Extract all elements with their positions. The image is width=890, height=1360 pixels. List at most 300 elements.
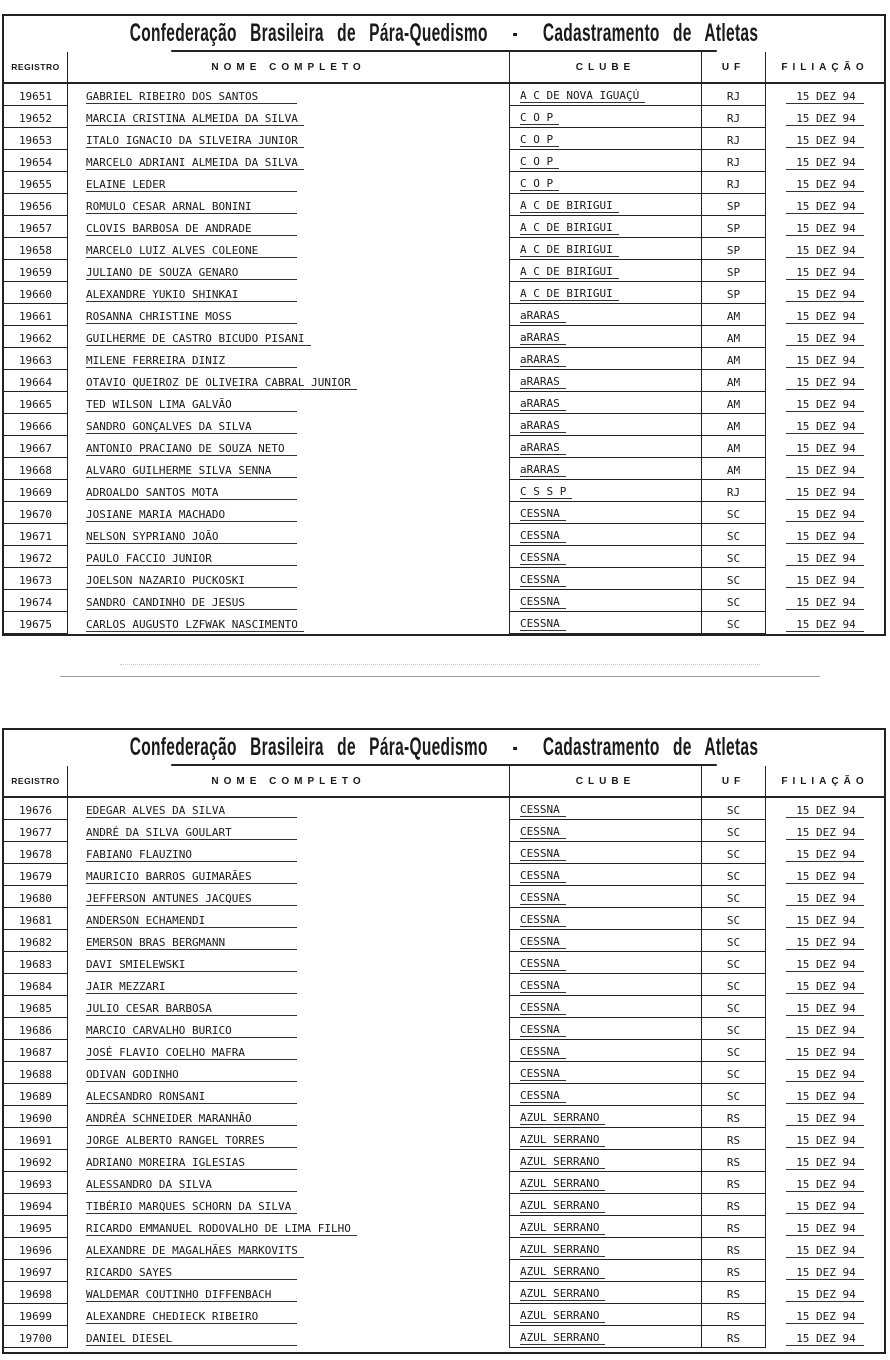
filiacao-cell: [766, 1326, 884, 1348]
nome-cell: [68, 128, 510, 150]
nome-cell-text: RICARDO SAYES: [86, 1266, 297, 1280]
nome-cell: [68, 842, 510, 864]
clube-cell-text: CESSNA: [520, 979, 566, 993]
header-uf: UF: [702, 766, 766, 796]
clube-cell-text: aRARAS: [520, 397, 566, 411]
registro-cell: 19686: [4, 1018, 68, 1040]
clube-cell: [510, 238, 702, 260]
filiacao-cell-text: 15 DEZ 94: [786, 1288, 864, 1302]
filiacao-cell: [766, 612, 884, 634]
filiacao-cell-text: 15 DEZ 94: [786, 244, 864, 258]
registro-cell: 19661: [4, 304, 68, 326]
nome-cell: [68, 1062, 510, 1084]
filiacao-cell: [766, 1018, 884, 1040]
nome-cell: [68, 150, 510, 172]
nome-cell: [68, 546, 510, 568]
clube-cell-text: A C DE BIRIGUI: [520, 199, 619, 213]
nome-cell: [68, 194, 510, 216]
uf-cell: SC: [702, 798, 766, 820]
nome-cell: [68, 930, 510, 952]
registro-cell: 19695: [4, 1216, 68, 1238]
clube-cell: [510, 1238, 702, 1260]
filiacao-cell-text: 15 DEZ 94: [786, 1002, 864, 1016]
table-row: [4, 370, 884, 392]
nome-cell-text: MARCELO LUIZ ALVES COLEONE: [86, 244, 297, 258]
registro-cell: 19662: [4, 326, 68, 348]
table-row: [4, 1018, 884, 1040]
clube-cell: [510, 842, 702, 864]
uf-cell: RJ: [702, 128, 766, 150]
clube-cell: [510, 1084, 702, 1106]
header-filiacao: FILIAÇÃO: [781, 775, 869, 787]
filiacao-cell-text: 15 DEZ 94: [786, 1134, 864, 1148]
nome-cell: [68, 820, 510, 842]
nome-cell-text: ALEXANDRE YUKIO SHINKAI: [86, 288, 297, 302]
filiacao-cell-text: 15 DEZ 94: [786, 530, 864, 544]
clube-cell: [510, 1106, 702, 1128]
nome-cell-text: JEFFERSON ANTUNES JACQUES: [86, 892, 297, 906]
registro-cell: 19652: [4, 106, 68, 128]
registro-cell: 19675: [4, 612, 68, 634]
table-row: [4, 1106, 884, 1128]
uf-cell: AM: [702, 370, 766, 392]
nome-cell-text: ELAINE LEDER: [86, 178, 297, 192]
filiacao-cell: [766, 502, 884, 524]
registro-cell: 19670: [4, 502, 68, 524]
nome-cell: [68, 1326, 510, 1348]
nome-cell-text: ALEXANDRE CHEDIECK RIBEIRO: [86, 1310, 297, 1324]
filiacao-cell: [766, 568, 884, 590]
nome-cell: [68, 502, 510, 524]
nome-cell-text: ALVARO GUILHERME SILVA SENNA: [86, 464, 297, 478]
clube-cell: [510, 84, 702, 106]
header-clube: CLUBE: [510, 52, 702, 82]
nome-cell: [68, 370, 510, 392]
nome-cell-text: DAVI SMIELEWSKI: [86, 958, 297, 972]
nome-cell: [68, 84, 510, 106]
filiacao-cell-text: 15 DEZ 94: [786, 354, 864, 368]
registro-cell: 19668: [4, 458, 68, 480]
uf-cell: RJ: [702, 172, 766, 194]
filiacao-cell: [766, 436, 884, 458]
filiacao-cell: [766, 1260, 884, 1282]
uf-cell: RS: [702, 1282, 766, 1304]
clube-cell-text: CESSNA: [520, 1045, 566, 1059]
clube-cell-text: AZUL SERRANO: [520, 1177, 605, 1191]
title-subject: Cadastramento de Atletas: [542, 732, 759, 761]
clube-cell-text: aRARAS: [520, 331, 566, 345]
clube-cell-text: CESSNA: [520, 847, 566, 861]
clube-cell: [510, 326, 702, 348]
filiacao-cell: [766, 842, 884, 864]
filiacao-cell: [766, 304, 884, 326]
uf-cell: SC: [702, 1040, 766, 1062]
filiacao-cell-text: 15 DEZ 94: [786, 1222, 864, 1236]
table-row: [4, 1172, 884, 1194]
uf-cell: AM: [702, 436, 766, 458]
registro-cell: 19665: [4, 392, 68, 414]
clube-cell-text: CESSNA: [520, 573, 566, 587]
clube-cell-text: CESSNA: [520, 1067, 566, 1081]
title-separator: -: [512, 18, 519, 47]
clube-cell-text: CESSNA: [520, 617, 566, 631]
nome-cell: [68, 1084, 510, 1106]
table-row: [4, 568, 884, 590]
clube-cell-text: A C DE NOVA IGUAÇÚ: [520, 89, 645, 103]
uf-cell: SC: [702, 952, 766, 974]
nome-cell-text: ANTONIO PRACIANO DE SOUZA NETO: [86, 442, 297, 456]
clube-cell: [510, 952, 702, 974]
table-row: [4, 864, 884, 886]
nome-cell: [68, 1172, 510, 1194]
uf-cell: RS: [702, 1216, 766, 1238]
clube-cell: [510, 1172, 702, 1194]
table-row: [4, 1282, 884, 1304]
nome-cell: [68, 590, 510, 612]
registro-cell: 19700: [4, 1326, 68, 1348]
clube-cell: [510, 886, 702, 908]
table-row: [4, 1040, 884, 1062]
registro-cell: 19658: [4, 238, 68, 260]
table-row: [4, 414, 884, 436]
table-row: [4, 106, 884, 128]
uf-cell: SC: [702, 996, 766, 1018]
clube-cell: [510, 106, 702, 128]
nome-cell-text: ANDRÉ DA SILVA GOULART: [86, 826, 297, 840]
filiacao-cell-text: 15 DEZ 94: [786, 1178, 864, 1192]
clube-cell-text: CESSNA: [520, 957, 566, 971]
nome-cell-text: ALEXANDRE DE MAGALHÃES MARKOVITS: [86, 1244, 304, 1258]
nome-cell-text: OTAVIO QUEIROZ DE OLIVEIRA CABRAL JUNIOR: [86, 376, 357, 390]
clube-cell-text: CESSNA: [520, 507, 566, 521]
uf-cell: SC: [702, 842, 766, 864]
uf-cell: RS: [702, 1128, 766, 1150]
registro-cell: 19671: [4, 524, 68, 546]
filiacao-cell-text: 15 DEZ 94: [786, 398, 864, 412]
registro-cell: 19699: [4, 1304, 68, 1326]
clube-cell: [510, 524, 702, 546]
registro-cell: 19654: [4, 150, 68, 172]
uf-cell: RS: [702, 1172, 766, 1194]
uf-cell: SC: [702, 864, 766, 886]
registro-cell: 19676: [4, 798, 68, 820]
filiacao-cell-text: 15 DEZ 94: [786, 826, 864, 840]
filiacao-cell: [766, 930, 884, 952]
filiacao-cell: [766, 864, 884, 886]
table-row: [4, 1216, 884, 1238]
table-row: [4, 502, 884, 524]
filiacao-cell: [766, 1084, 884, 1106]
uf-cell: RS: [702, 1326, 766, 1348]
filiacao-cell: [766, 326, 884, 348]
nome-cell-text: ALECSANDRO RONSANI: [86, 1090, 297, 1104]
clube-cell: [510, 194, 702, 216]
filiacao-cell: [766, 996, 884, 1018]
filiacao-cell: [766, 106, 884, 128]
nome-cell: [68, 1018, 510, 1040]
clube-cell-text: C O P: [520, 111, 559, 125]
table-row: [4, 348, 884, 370]
uf-cell: SC: [702, 820, 766, 842]
filiacao-cell-text: 15 DEZ 94: [786, 574, 864, 588]
clube-cell: [510, 458, 702, 480]
title-org: Confederação Brasileira de Pára-Quedismo: [129, 732, 488, 761]
filiacao-cell: [766, 194, 884, 216]
filiacao-cell: [766, 1062, 884, 1084]
sheet-title: [129, 730, 759, 766]
registro-cell: 19653: [4, 128, 68, 150]
filiacao-cell-text: 15 DEZ 94: [786, 870, 864, 884]
clube-cell-text: AZUL SERRANO: [520, 1265, 605, 1279]
registro-cell: 19678: [4, 842, 68, 864]
filiacao-cell-text: 15 DEZ 94: [786, 376, 864, 390]
nome-cell-text: DANIEL DIESEL: [86, 1332, 297, 1346]
clube-cell: [510, 590, 702, 612]
registro-cell: 19684: [4, 974, 68, 996]
registro-cell: 19659: [4, 260, 68, 282]
clube-cell-text: aRARAS: [520, 419, 566, 433]
uf-cell: AM: [702, 392, 766, 414]
clube-cell-text: AZUL SERRANO: [520, 1111, 605, 1125]
nome-cell: [68, 1040, 510, 1062]
uf-cell: RS: [702, 1150, 766, 1172]
nome-cell-text: SANDRO CANDINHO DE JESUS: [86, 596, 297, 610]
uf-cell: SC: [702, 908, 766, 930]
clube-cell-text: A C DE BIRIGUI: [520, 221, 619, 235]
clube-cell-text: CESSNA: [520, 935, 566, 949]
uf-cell: SC: [702, 886, 766, 908]
registro-cell: 19685: [4, 996, 68, 1018]
clube-cell: [510, 370, 702, 392]
page-divider: [60, 676, 820, 677]
nome-cell-text: RICARDO EMMANUEL RODOVALHO DE LIMA FILHO: [86, 1222, 357, 1236]
nome-cell-text: JORGE ALBERTO RANGEL TORRES: [86, 1134, 297, 1148]
clube-cell: [510, 798, 702, 820]
clube-cell: [510, 996, 702, 1018]
filiacao-cell-text: 15 DEZ 94: [786, 1090, 864, 1104]
filiacao-cell-text: 15 DEZ 94: [786, 200, 864, 214]
registro-cell: 19687: [4, 1040, 68, 1062]
filiacao-cell: [766, 820, 884, 842]
filiacao-cell-text: 15 DEZ 94: [786, 156, 864, 170]
nome-cell: [68, 480, 510, 502]
header-nome: NOME COMPLETO: [68, 766, 510, 796]
filiacao-cell: [766, 908, 884, 930]
clube-cell: [510, 1062, 702, 1084]
nome-cell: [68, 974, 510, 996]
nome-cell-text: ALESSANDRO DA SILVA: [86, 1178, 297, 1192]
filiacao-cell-text: 15 DEZ 94: [786, 178, 864, 192]
filiacao-cell: [766, 282, 884, 304]
nome-cell: [68, 282, 510, 304]
clube-cell-text: CESSNA: [520, 595, 566, 609]
filiacao-cell: [766, 238, 884, 260]
title-separator: -: [512, 732, 519, 761]
registro-cell: 19690: [4, 1106, 68, 1128]
uf-cell: RS: [702, 1106, 766, 1128]
filiacao-cell-text: 15 DEZ 94: [786, 1068, 864, 1082]
nome-cell-text: JAIR MEZZARI: [86, 980, 297, 994]
header-registro: REGISTRO: [4, 766, 68, 796]
clube-cell: [510, 1326, 702, 1348]
clube-cell-text: CESSNA: [520, 803, 566, 817]
clube-cell-text: aRARAS: [520, 353, 566, 367]
clube-cell: [510, 260, 702, 282]
uf-cell: RS: [702, 1304, 766, 1326]
filiacao-cell: [766, 1150, 884, 1172]
clube-cell-text: C O P: [520, 155, 559, 169]
nome-cell: [68, 952, 510, 974]
nome-cell: [68, 1128, 510, 1150]
uf-cell: SC: [702, 974, 766, 996]
uf-cell: AM: [702, 304, 766, 326]
clube-cell-text: AZUL SERRANO: [520, 1331, 605, 1345]
clube-cell-text: AZUL SERRANO: [520, 1243, 605, 1257]
clube-cell: [510, 974, 702, 996]
clube-cell: [510, 348, 702, 370]
nome-cell-text: JULIO CESAR BARBOSA: [86, 1002, 297, 1016]
table-row: [4, 524, 884, 546]
uf-cell: SC: [702, 930, 766, 952]
clube-cell-text: CESSNA: [520, 891, 566, 905]
filiacao-cell-text: 15 DEZ 94: [786, 892, 864, 906]
filiacao-cell: [766, 172, 884, 194]
column-header-row: [4, 766, 884, 798]
filiacao-cell-text: 15 DEZ 94: [786, 486, 864, 500]
registro-cell: 19689: [4, 1084, 68, 1106]
athlete-rows: [4, 84, 884, 634]
nome-cell-text: NELSON SYPRIANO JOÃO: [86, 530, 297, 544]
header-nome: NOME COMPLETO: [68, 52, 510, 82]
nome-cell: [68, 798, 510, 820]
registro-cell: 19651: [4, 84, 68, 106]
nome-cell: [68, 1304, 510, 1326]
filiacao-cell: [766, 480, 884, 502]
uf-cell: SP: [702, 216, 766, 238]
filiacao-cell-text: 15 DEZ 94: [786, 958, 864, 972]
registro-cell: 19660: [4, 282, 68, 304]
filiacao-cell-text: 15 DEZ 94: [786, 1046, 864, 1060]
nome-cell: [68, 864, 510, 886]
table-row: [4, 1326, 884, 1348]
table-row: [4, 194, 884, 216]
nome-cell-text: FABIANO FLAUZINO: [86, 848, 297, 862]
clube-cell-text: C S S P: [520, 485, 572, 499]
filiacao-cell: [766, 1304, 884, 1326]
nome-cell-text: EDEGAR ALVES DA SILVA: [86, 804, 297, 818]
filiacao-cell-text: 15 DEZ 94: [786, 1266, 864, 1280]
nome-cell: [68, 612, 510, 634]
clube-cell: [510, 1282, 702, 1304]
registro-cell: 19694: [4, 1194, 68, 1216]
registro-cell: 19663: [4, 348, 68, 370]
filiacao-cell-text: 15 DEZ 94: [786, 1024, 864, 1038]
uf-cell: SC: [702, 568, 766, 590]
nome-cell-text: TIBÉRIO MARQUES SCHORN DA SILVA: [86, 1200, 297, 1214]
clube-cell: [510, 282, 702, 304]
nome-cell-text: JOSÉ FLAVIO COELHO MAFRA: [86, 1046, 297, 1060]
table-row: [4, 392, 884, 414]
table-row: [4, 974, 884, 996]
filiacao-cell-text: 15 DEZ 94: [786, 804, 864, 818]
registro-cell: 19682: [4, 930, 68, 952]
clube-cell: [510, 1018, 702, 1040]
filiacao-cell-text: 15 DEZ 94: [786, 914, 864, 928]
table-row: [4, 952, 884, 974]
table-row: [4, 820, 884, 842]
table-row: [4, 1150, 884, 1172]
filiacao-cell: [766, 1106, 884, 1128]
filiacao-cell: [766, 590, 884, 612]
clube-cell: [510, 1150, 702, 1172]
nome-cell: [68, 106, 510, 128]
column-header-row: [4, 52, 884, 84]
uf-cell: SC: [702, 1062, 766, 1084]
clube-cell-text: A C DE BIRIGUI: [520, 243, 619, 257]
registro-cell: 19674: [4, 590, 68, 612]
nome-cell-text: MARCIO CARVALHO BURICO: [86, 1024, 297, 1038]
clube-cell-text: A C DE BIRIGUI: [520, 265, 619, 279]
uf-cell: RS: [702, 1260, 766, 1282]
clube-cell: [510, 612, 702, 634]
filiacao-cell-text: 15 DEZ 94: [786, 848, 864, 862]
clube-cell-text: AZUL SERRANO: [520, 1221, 605, 1235]
table-row: [4, 886, 884, 908]
filiacao-cell: [766, 128, 884, 150]
nome-cell-text: ODIVAN GODINHO: [86, 1068, 297, 1082]
clube-cell: [510, 392, 702, 414]
nome-cell-text: GABRIEL RIBEIRO DOS SANTOS: [86, 90, 297, 104]
nome-cell-text: PAULO FACCIO JUNIOR: [86, 552, 297, 566]
filiacao-cell-text: 15 DEZ 94: [786, 288, 864, 302]
nome-cell: [68, 216, 510, 238]
nome-cell: [68, 326, 510, 348]
nome-cell: [68, 1150, 510, 1172]
filiacao-cell: [766, 260, 884, 282]
page-divider-dotted: [120, 664, 760, 665]
nome-cell-text: MARCIA CRISTINA ALMEIDA DA SILVA: [86, 112, 304, 126]
table-row: [4, 1128, 884, 1150]
nome-cell-text: ROMULO CESAR ARNAL BONINI: [86, 200, 297, 214]
title-org: Confederação Brasileira de Pára-Quedismo: [129, 18, 488, 47]
filiacao-cell: [766, 952, 884, 974]
filiacao-cell: [766, 546, 884, 568]
filiacao-cell-text: 15 DEZ 94: [786, 1244, 864, 1258]
table-row: [4, 260, 884, 282]
uf-cell: SC: [702, 612, 766, 634]
clube-cell-text: CESSNA: [520, 825, 566, 839]
nome-cell-text: MILENE FERREIRA DINIZ: [86, 354, 297, 368]
nome-cell-text: GUILHERME DE CASTRO BICUDO PISANI: [86, 332, 311, 346]
table-row: [4, 304, 884, 326]
table-row: [4, 798, 884, 820]
clube-cell: [510, 1128, 702, 1150]
table-row: [4, 1238, 884, 1260]
nome-cell: [68, 436, 510, 458]
nome-cell: [68, 348, 510, 370]
nome-cell-text: ROSANNA CHRISTINE MOSS: [86, 310, 297, 324]
clube-cell: [510, 216, 702, 238]
nome-cell: [68, 908, 510, 930]
clube-cell-text: CESSNA: [520, 529, 566, 543]
clube-cell: [510, 1194, 702, 1216]
filiacao-cell-text: 15 DEZ 94: [786, 1200, 864, 1214]
registro-cell: 19696: [4, 1238, 68, 1260]
clube-cell-text: aRARAS: [520, 441, 566, 455]
registro-cell: 19664: [4, 370, 68, 392]
clube-cell: [510, 1040, 702, 1062]
nome-cell-text: CARLOS AUGUSTO LZFWAK NASCIMENTO: [86, 618, 304, 632]
